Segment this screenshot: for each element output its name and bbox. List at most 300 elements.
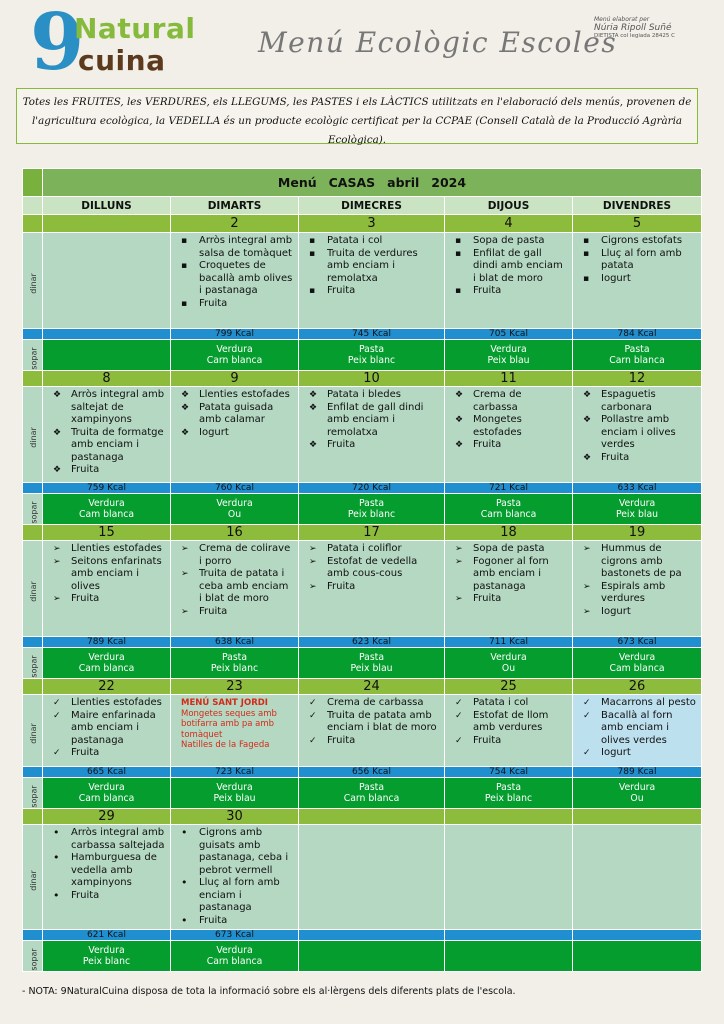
dish-item: ❖ Patata guisada amb calamar bbox=[181, 402, 294, 427]
lunch-cell bbox=[43, 541, 171, 637]
row-gutter bbox=[23, 329, 43, 340]
dinner-cell bbox=[299, 648, 445, 679]
dish-item: • Lluç al forn amb enciam i pastanaga bbox=[181, 877, 294, 915]
menu-month: abril bbox=[387, 175, 420, 190]
dinner-item: Carn blanca bbox=[609, 355, 665, 366]
lunch-cell bbox=[171, 387, 299, 483]
dish-item: ➢ Fogoner al forn amb enciam i pastanaga bbox=[455, 556, 568, 594]
dish-item: ✓ Truita de patata amb enciam i blat de moro bbox=[309, 710, 440, 735]
special-menu bbox=[181, 697, 294, 751]
dish-item: ❖ Llenties estofades bbox=[181, 389, 294, 402]
dish-item: ➢ Fruita bbox=[455, 593, 568, 606]
logo-nine: 9 bbox=[30, 0, 85, 88]
day-date bbox=[445, 809, 573, 825]
dinner-item: Carn blanca bbox=[78, 793, 135, 804]
dinner-cell bbox=[299, 941, 445, 972]
lunch-cell bbox=[299, 387, 445, 483]
row-gutter bbox=[23, 371, 43, 387]
dish-item: ✓ Estofat de llom amb verdures bbox=[455, 710, 568, 735]
dinner-item: Pasta bbox=[358, 498, 385, 509]
kcal-value: 633 Kcal bbox=[573, 483, 702, 494]
lunch-cell bbox=[445, 233, 573, 329]
dinner-cell bbox=[43, 778, 171, 809]
dinner-cell bbox=[445, 494, 573, 525]
dinner-item: Verdura bbox=[216, 498, 253, 509]
dinner-item: Carn blanca bbox=[343, 793, 400, 804]
dish-list bbox=[583, 389, 697, 464]
page-header bbox=[0, 0, 724, 86]
kcal-value bbox=[43, 329, 171, 340]
day-date: 11 bbox=[445, 371, 573, 387]
kcal-value bbox=[573, 930, 702, 941]
dinner-item: Pasta bbox=[495, 782, 522, 793]
day-name: DIMARTS bbox=[171, 197, 299, 215]
dish-list bbox=[181, 389, 294, 439]
lunch-cell bbox=[171, 695, 299, 767]
dinner-item: Peix blau bbox=[213, 793, 256, 804]
dish-item: ➢ Crema de colirave i porro bbox=[181, 543, 294, 568]
row-label: sopar bbox=[29, 654, 39, 678]
day-date: 25 bbox=[445, 679, 573, 695]
dinner-item: Pasta bbox=[221, 652, 248, 663]
dinner-cell bbox=[445, 648, 573, 679]
dish-item: ❖ Arròs integral amb saltejat de xampinyons bbox=[53, 389, 166, 427]
dinner-item: Verdura bbox=[216, 945, 253, 956]
menu-title bbox=[43, 169, 702, 197]
row-gutter bbox=[23, 767, 43, 778]
dish-list bbox=[53, 389, 166, 477]
day-date: 16 bbox=[171, 525, 299, 541]
dish-item: ✓ Crema de carbassa bbox=[309, 697, 440, 710]
kcal-row bbox=[23, 483, 702, 494]
dinner-item: Pasta bbox=[358, 344, 385, 355]
week-dates-row bbox=[23, 809, 702, 825]
dish-item: ▪ Arròs integral amb salsa de tomàquet bbox=[181, 235, 294, 260]
dish-item: ▪ Iogurt bbox=[583, 273, 697, 286]
title-gutter bbox=[23, 169, 43, 197]
dish-item: ❖ Truita de formatge amb enciam i pastanaga bbox=[53, 427, 166, 465]
dish-item: ✓ Fruita bbox=[309, 735, 440, 748]
row-label: dinar bbox=[28, 427, 38, 448]
dinner-cell bbox=[299, 340, 445, 371]
week-dates-row bbox=[23, 679, 702, 695]
lunch-cell bbox=[445, 695, 573, 767]
dish-item: ▪ Fruita bbox=[309, 285, 440, 298]
day-name: DIVENDRES bbox=[573, 197, 702, 215]
lunch-row bbox=[23, 233, 702, 329]
dish-item: ❖ Fruita bbox=[455, 439, 568, 452]
dinner-item: Peix blau bbox=[487, 355, 530, 366]
dinner-cell bbox=[445, 340, 573, 371]
row-gutter bbox=[23, 525, 43, 541]
day-date: 22 bbox=[43, 679, 171, 695]
dish-list bbox=[583, 235, 697, 285]
day-date: 5 bbox=[573, 215, 702, 233]
day-date: 4 bbox=[445, 215, 573, 233]
dish-item: ❖ Fruita bbox=[583, 452, 697, 465]
dish-item: ✓ Maire enfarinada amb enciam i pastanaga bbox=[53, 710, 166, 748]
kcal-row bbox=[23, 930, 702, 941]
dish-item: ✓ Fruita bbox=[53, 747, 166, 760]
lunch-row bbox=[23, 695, 702, 767]
kcal-value: 723 Kcal bbox=[171, 767, 299, 778]
kcal-value: 673 Kcal bbox=[573, 637, 702, 648]
kcal-value bbox=[445, 930, 573, 941]
row-label: dinar bbox=[28, 581, 38, 602]
dish-item: ❖ Pollastre amb enciam i olives verdes bbox=[583, 414, 697, 452]
kcal-value: 623 Kcal bbox=[299, 637, 445, 648]
row-gutter bbox=[23, 930, 43, 941]
lunch-cell bbox=[573, 695, 702, 767]
dinner-row bbox=[23, 778, 702, 809]
week-dates-row bbox=[23, 215, 702, 233]
lunch-cell bbox=[43, 233, 171, 329]
lunch-cell bbox=[573, 233, 702, 329]
dinner-item: Pasta bbox=[358, 652, 385, 663]
dinner-cell bbox=[573, 941, 702, 972]
dish-list bbox=[455, 543, 568, 606]
day-date: 15 bbox=[43, 525, 171, 541]
dish-item: ▪ Enfilat de gall dindi amb enciam i blat de moro bbox=[455, 248, 568, 286]
kcal-value: 789 Kcal bbox=[43, 637, 171, 648]
dinner-item: Pasta bbox=[358, 782, 385, 793]
row-gutter bbox=[23, 679, 43, 695]
lunch-cell bbox=[445, 387, 573, 483]
dish-item: ➢ Patata i coliflor bbox=[309, 543, 440, 556]
dish-item: • Fruita bbox=[181, 915, 294, 928]
dish-list bbox=[309, 235, 440, 298]
dinner-cell bbox=[171, 494, 299, 525]
dinner-cell bbox=[171, 941, 299, 972]
day-names-row bbox=[23, 197, 702, 215]
dinner-cell bbox=[43, 941, 171, 972]
lunch-cell bbox=[171, 825, 299, 930]
kcal-value: 720 Kcal bbox=[299, 483, 445, 494]
dinner-item: Peix blanc bbox=[347, 355, 396, 366]
lunch-row bbox=[23, 541, 702, 637]
dish-item: ❖ Crema de carbassa bbox=[455, 389, 568, 414]
lunch-cell bbox=[299, 233, 445, 329]
dinner-row bbox=[23, 648, 702, 679]
logo-cuina: cuina bbox=[78, 44, 166, 77]
dinner-item: Ou bbox=[501, 663, 516, 674]
dinner-item: Ou bbox=[630, 793, 644, 804]
day-date: 19 bbox=[573, 525, 702, 541]
menu-school: CASAS bbox=[328, 175, 376, 190]
dish-list bbox=[181, 543, 294, 618]
kcal-value: 721 Kcal bbox=[445, 483, 573, 494]
row-gutter bbox=[23, 494, 43, 525]
dietitian-credit bbox=[594, 16, 720, 39]
dish-item: ▪ Fruita bbox=[455, 285, 568, 298]
day-date: 9 bbox=[171, 371, 299, 387]
dish-item: • Arròs integral amb carbassa saltejada bbox=[53, 827, 166, 852]
row-label: sopar bbox=[29, 346, 39, 370]
lunch-cell bbox=[171, 233, 299, 329]
kcal-row bbox=[23, 767, 702, 778]
dish-list bbox=[583, 543, 697, 618]
dish-item: ➢ Fruita bbox=[181, 606, 294, 619]
dish-list bbox=[181, 827, 294, 927]
lunch-cell bbox=[43, 695, 171, 767]
dish-item: ❖ Mongetes estofades bbox=[455, 414, 568, 439]
dinner-item: Peix blanc bbox=[82, 956, 131, 967]
dinner-cell bbox=[171, 778, 299, 809]
dinner-cell bbox=[573, 648, 702, 679]
row-gutter bbox=[23, 215, 43, 233]
dish-list bbox=[455, 697, 568, 747]
dish-list bbox=[583, 697, 697, 760]
dinner-cell bbox=[573, 340, 702, 371]
dish-item: ❖ Iogurt bbox=[181, 427, 294, 440]
dish-item: • Hamburguesa de vedella amb xampinyons bbox=[53, 852, 166, 890]
dish-item: ▪ Sopa de pasta bbox=[455, 235, 568, 248]
lunch-row bbox=[23, 825, 702, 930]
dinner-item: Verdura bbox=[88, 945, 125, 956]
dinner-item: Peix blau bbox=[615, 509, 659, 520]
credit-name: Núria Ripoll Suñé bbox=[594, 23, 672, 33]
day-date: 30 bbox=[171, 809, 299, 825]
lunch-cell bbox=[299, 541, 445, 637]
dinner-item: Verdura bbox=[618, 498, 656, 509]
day-date: 8 bbox=[43, 371, 171, 387]
dish-item: ▪ Cigrons estofats bbox=[583, 235, 697, 248]
lunch-cell bbox=[445, 541, 573, 637]
dish-list bbox=[181, 235, 294, 310]
kcal-value: 789 Kcal bbox=[573, 767, 702, 778]
dinner-item: Carn blanca bbox=[206, 956, 263, 967]
dinner-item: Carn blanca bbox=[480, 509, 537, 520]
dinner-item: Cam blanca bbox=[609, 663, 665, 674]
dish-item: ❖ Enfilat de gall dindi amb enciam i remolatxa bbox=[309, 402, 440, 440]
dish-item: ✓ Llenties estofades bbox=[53, 697, 166, 710]
day-name: DILLUNS bbox=[43, 197, 171, 215]
dish-item: ▪ Patata i col bbox=[309, 235, 440, 248]
dish-list bbox=[309, 697, 440, 747]
dish-item: ➢ Espirals amb verdures bbox=[583, 581, 697, 606]
dinner-cell bbox=[171, 648, 299, 679]
dinner-item: Verdura bbox=[618, 652, 656, 663]
row-gutter bbox=[23, 778, 43, 809]
row-gutter bbox=[23, 648, 43, 679]
kcal-value: 745 Kcal bbox=[299, 329, 445, 340]
day-date: 18 bbox=[445, 525, 573, 541]
dish-item: ▪ Fruita bbox=[181, 298, 294, 311]
dish-item: ➢ Hummus de cigrons amb bastonets de pa bbox=[583, 543, 697, 581]
dinner-cell bbox=[43, 340, 171, 371]
dish-item: ✓ Fruita bbox=[455, 735, 568, 748]
dish-item: ✓ Bacallà al forn amb enciam i olives verdes bbox=[583, 710, 697, 748]
lunch-cell bbox=[445, 825, 573, 930]
dinner-item: Verdura bbox=[490, 652, 527, 663]
row-gutter bbox=[23, 941, 43, 972]
dinner-item: Verdura bbox=[88, 652, 125, 663]
credit-caption: Menú elaborat per bbox=[594, 16, 650, 23]
row-gutter bbox=[23, 637, 43, 648]
kcal-value: 760 Kcal bbox=[171, 483, 299, 494]
week-dates-row bbox=[23, 525, 702, 541]
kcal-value: 711 Kcal bbox=[445, 637, 573, 648]
day-date bbox=[573, 809, 702, 825]
lunch-cell bbox=[43, 387, 171, 483]
row-label: dinar bbox=[28, 723, 38, 744]
dinner-row bbox=[23, 340, 702, 371]
dish-item: • Fruita bbox=[53, 890, 166, 903]
dinner-row bbox=[23, 941, 702, 972]
day-date: 2 bbox=[171, 215, 299, 233]
dinner-cell bbox=[43, 494, 171, 525]
kcal-row bbox=[23, 637, 702, 648]
day-date bbox=[43, 215, 171, 233]
kcal-value: 665 Kcal bbox=[43, 767, 171, 778]
special-menu-title: MENÚ SANT JORDI bbox=[181, 698, 268, 708]
row-gutter bbox=[23, 695, 43, 767]
row-gutter bbox=[23, 483, 43, 494]
dish-item: ➢ Fruita bbox=[53, 593, 166, 606]
dinner-cell bbox=[171, 340, 299, 371]
day-date: 23 bbox=[171, 679, 299, 695]
lunch-cell bbox=[573, 387, 702, 483]
dinner-item: Peix blau bbox=[350, 663, 393, 674]
day-name: DIJOUS bbox=[445, 197, 573, 215]
dish-item: ➢ Fruita bbox=[309, 581, 440, 594]
kcal-row bbox=[23, 329, 702, 340]
row-label: sopar bbox=[29, 784, 39, 808]
dinner-item: Carn blanca bbox=[206, 355, 263, 366]
row-gutter bbox=[23, 340, 43, 371]
week-dates-row bbox=[23, 371, 702, 387]
dish-item: ➢ Iogurt bbox=[583, 606, 697, 619]
day-date: 24 bbox=[299, 679, 445, 695]
dish-item: ❖ Patata i bledes bbox=[309, 389, 440, 402]
lunch-cell bbox=[43, 825, 171, 930]
dinner-item: Verdura bbox=[618, 782, 656, 793]
organic-notice: Totes les FRUITES, les VERDURES, els LLEGUMS, les PASTES i els LÀCTICS utilitzats en l'elaboració dels menús, provenen de l'agricultura ecològica, la VEDELLA és un producte ecològic certificat per la CCPAE (Consell Català de la Producció Agrària Ecològica). bbox=[16, 88, 698, 144]
dinner-cell bbox=[445, 941, 573, 972]
dish-item: ✓ Macarrons al pesto bbox=[583, 697, 697, 710]
row-label: dinar bbox=[28, 273, 38, 294]
dish-item: ➢ Sopa de pasta bbox=[455, 543, 568, 556]
row-gutter bbox=[23, 809, 43, 825]
dish-item: ➢ Truita de patata i ceba amb enciam i blat de moro bbox=[181, 568, 294, 606]
kcal-value: 784 Kcal bbox=[573, 329, 702, 340]
row-label: sopar bbox=[29, 500, 39, 524]
day-date: 29 bbox=[43, 809, 171, 825]
row-gutter bbox=[23, 387, 43, 483]
lunch-cell bbox=[171, 541, 299, 637]
dish-list bbox=[53, 697, 166, 760]
dish-list bbox=[53, 827, 166, 902]
day-date bbox=[299, 809, 445, 825]
kcal-value: 799 Kcal bbox=[171, 329, 299, 340]
dinner-item: Cam blanca bbox=[78, 509, 135, 520]
dinner-cell bbox=[43, 648, 171, 679]
special-menu-line: Mongetes seques amb botifarra amb pa amb tomàquet bbox=[181, 708, 277, 740]
dish-item: ▪ Croquetes de bacallà amb olives i pastanaga bbox=[181, 260, 294, 298]
dish-item: ➢ Estofat de vedella amb cous-cous bbox=[309, 556, 440, 581]
dish-item: ➢ Llenties estofades bbox=[53, 543, 166, 556]
day-date: 12 bbox=[573, 371, 702, 387]
lunch-cell bbox=[573, 541, 702, 637]
dinner-item: Peix blanc bbox=[347, 509, 396, 520]
dinner-item: Pasta bbox=[624, 344, 650, 355]
lunch-cell bbox=[299, 825, 445, 930]
dinner-item: Peix blanc bbox=[210, 663, 259, 674]
dish-item: ✓ Iogurt bbox=[583, 747, 697, 760]
kcal-value: 705 Kcal bbox=[445, 329, 573, 340]
dish-list bbox=[309, 543, 440, 593]
dish-item: ❖ Fruita bbox=[53, 464, 166, 477]
lunch-row bbox=[23, 387, 702, 483]
logo-natural: Natural bbox=[74, 12, 196, 45]
dish-item: ▪ Lluç al forn amb patata bbox=[583, 248, 697, 273]
dish-item: ❖ Espaguetis carbonara bbox=[583, 389, 697, 414]
dinner-cell bbox=[445, 778, 573, 809]
dinner-cell bbox=[573, 494, 702, 525]
kcal-value bbox=[299, 930, 445, 941]
dish-item: • Cigrons amb guisats amb pastanaga, ceba i pebrot vermell bbox=[181, 827, 294, 877]
day-date: 26 bbox=[573, 679, 702, 695]
day-names-gutter bbox=[23, 197, 43, 215]
day-date: 3 bbox=[299, 215, 445, 233]
credit-registration: DIETISTA col legiada 28425 C bbox=[594, 33, 675, 39]
dish-item: ➢ Seitons enfarinats amb enciam i olives bbox=[53, 556, 166, 594]
dish-list bbox=[455, 235, 568, 298]
menu-table bbox=[22, 168, 702, 972]
kcal-value: 638 Kcal bbox=[171, 637, 299, 648]
dinner-item: Verdura bbox=[490, 344, 527, 355]
row-label: sopar bbox=[29, 947, 39, 971]
kcal-value: 656 Kcal bbox=[299, 767, 445, 778]
lunch-cell bbox=[573, 825, 702, 930]
dinner-item: Verdura bbox=[88, 498, 125, 509]
day-name: DIMECRES bbox=[299, 197, 445, 215]
dinner-row bbox=[23, 494, 702, 525]
dinner-item: Verdura bbox=[216, 344, 253, 355]
kcal-value: 621 Kcal bbox=[43, 930, 171, 941]
menu-title-row bbox=[23, 169, 702, 197]
kcal-value: 673 Kcal bbox=[171, 930, 299, 941]
page-title: Menú Ecològic Escoles bbox=[258, 26, 618, 59]
day-date: 10 bbox=[299, 371, 445, 387]
dish-item: ▪ Truita de verdures amb enciam i remolatxa bbox=[309, 248, 440, 286]
dish-item: ❖ Fruita bbox=[309, 439, 440, 452]
row-gutter bbox=[23, 233, 43, 329]
dinner-item: Pasta bbox=[495, 498, 522, 509]
dish-list bbox=[309, 389, 440, 452]
dinner-cell bbox=[299, 778, 445, 809]
menu-year: 2024 bbox=[431, 175, 467, 190]
dinner-item: Peix blanc bbox=[484, 793, 533, 804]
allergen-note: - NOTA: 9NaturalCuina disposa de tota la informació sobre els al·lèrgens dels diferents plats de l'escola. bbox=[22, 986, 516, 997]
dinner-cell bbox=[299, 494, 445, 525]
dinner-item: Carn blanca bbox=[78, 663, 135, 674]
menu-title-word: Menú bbox=[277, 175, 317, 190]
kcal-value: 759 Kcal bbox=[43, 483, 171, 494]
dish-list bbox=[455, 389, 568, 452]
special-menu-line: Natilles de la Fageda bbox=[181, 740, 270, 750]
row-gutter bbox=[23, 541, 43, 637]
dish-list bbox=[53, 543, 166, 606]
row-label: dinar bbox=[28, 869, 38, 891]
row-gutter bbox=[23, 825, 43, 930]
dinner-item: Ou bbox=[227, 509, 242, 520]
dinner-cell bbox=[573, 778, 702, 809]
dish-item: ✓ Patata i col bbox=[455, 697, 568, 710]
day-date: 17 bbox=[299, 525, 445, 541]
lunch-cell bbox=[299, 695, 445, 767]
kcal-value: 754 Kcal bbox=[445, 767, 573, 778]
